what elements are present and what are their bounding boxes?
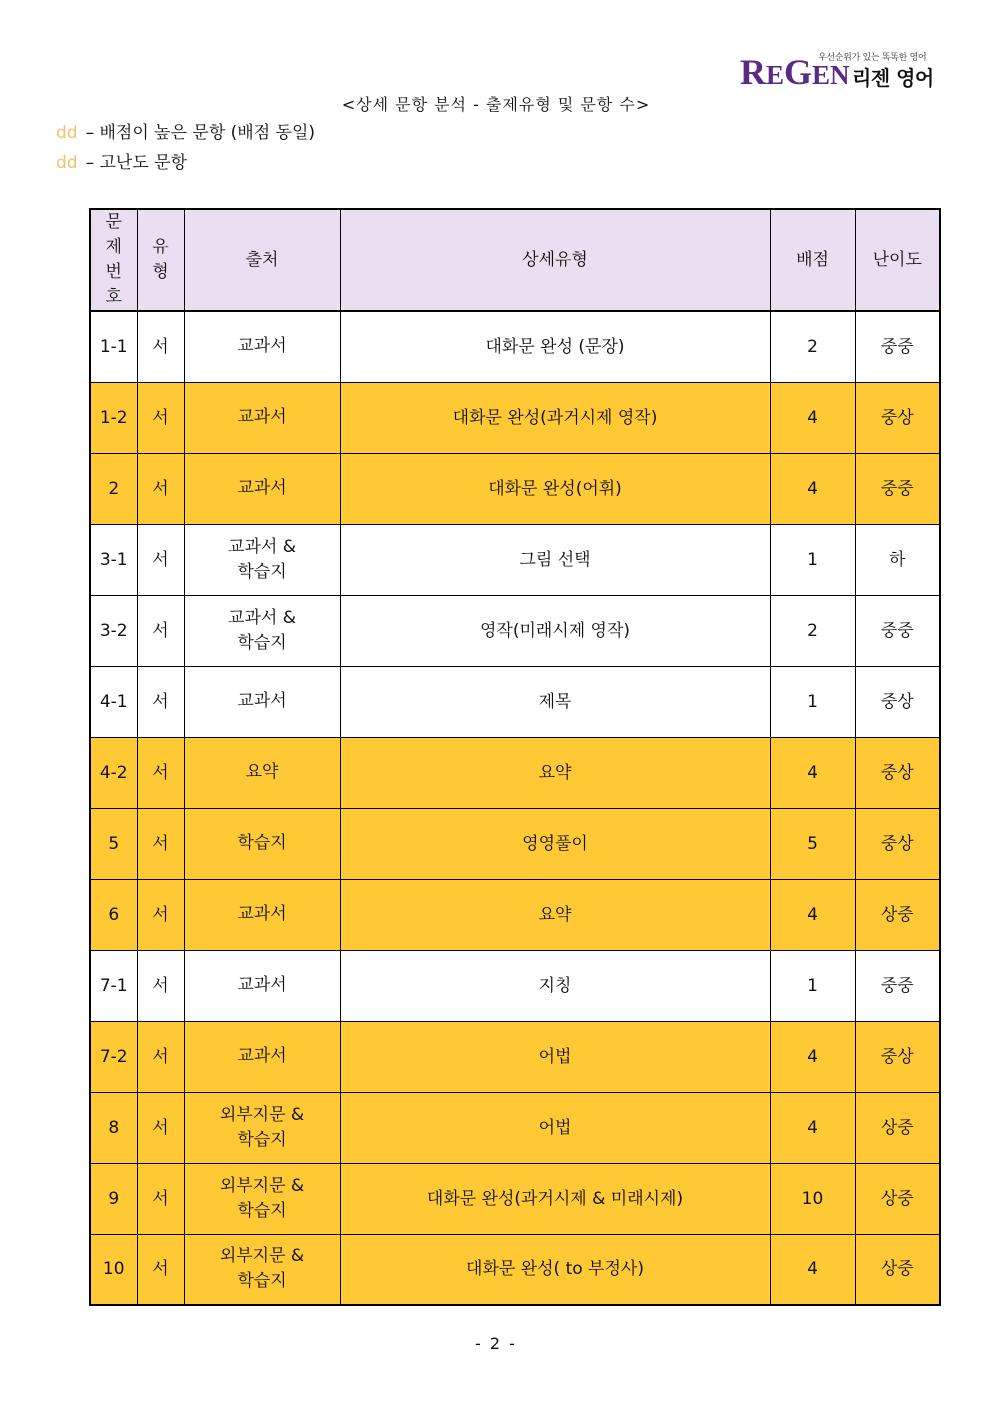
cell-difficulty: 중상 — [855, 666, 940, 737]
cell-source — [184, 453, 340, 524]
cell-type: 서 — [137, 1021, 184, 1092]
cell-score: 2 — [770, 311, 855, 382]
cell-source — [184, 524, 340, 595]
cell-number: 8 — [90, 1092, 137, 1163]
table-row — [90, 879, 940, 950]
source-line: 교과서 — [237, 904, 287, 924]
header-number: 문 제 번 호 — [90, 209, 137, 311]
cell-detail: 대화문 완성(과거시제 & 미래시제) — [340, 1163, 770, 1234]
question-analysis-table — [89, 208, 941, 1306]
table-row — [90, 1021, 940, 1092]
cell-type: 서 — [137, 737, 184, 808]
cell-number: 10 — [90, 1234, 137, 1305]
legend-text: – 배점이 높은 문항 (배점 동일) — [85, 123, 316, 143]
source-line: 교과서 — [237, 478, 287, 498]
table-row — [90, 1163, 940, 1234]
cell-detail: 어법 — [340, 1092, 770, 1163]
cell-type: 서 — [137, 950, 184, 1021]
table-row — [90, 950, 940, 1021]
cell-type: 서 — [137, 524, 184, 595]
source-line: 교과서 — [237, 691, 287, 711]
logo-brand: REGEN — [740, 52, 850, 92]
cell-detail: 요약 — [340, 879, 770, 950]
source-line: 교과서 & — [228, 607, 296, 628]
cell-detail: 영영풀이 — [340, 808, 770, 879]
cell-type: 서 — [137, 453, 184, 524]
cell-score: 4 — [770, 382, 855, 453]
table-row — [90, 524, 940, 595]
table-row — [90, 737, 940, 808]
table-body — [90, 311, 940, 1305]
cell-number: 5 — [90, 808, 137, 879]
cell-type: 서 — [137, 1234, 184, 1305]
header-score: 배점 — [770, 209, 855, 311]
cell-source — [184, 382, 340, 453]
cell-score: 2 — [770, 595, 855, 666]
cell-difficulty: 중중 — [855, 950, 940, 1021]
cell-difficulty: 중중 — [855, 311, 940, 382]
cell-type: 서 — [137, 666, 184, 737]
source-line: 학습지 — [237, 1271, 287, 1292]
cell-source — [184, 1234, 340, 1305]
cell-difficulty: 중상 — [855, 737, 940, 808]
cell-type: 서 — [137, 879, 184, 950]
document-title: <상세 문항 분석 - 출제유형 및 문항 수> — [341, 95, 651, 114]
cell-number: 4-1 — [90, 666, 137, 737]
cell-detail: 대화문 완성(과거시제 영작) — [340, 382, 770, 453]
cell-detail: 지칭 — [340, 950, 770, 1021]
source-line: 외부지문 & — [219, 1104, 305, 1125]
regen-logo — [738, 48, 943, 90]
header-difficulty: 난이도 — [855, 209, 940, 311]
source-line: 교과서 & — [228, 536, 296, 557]
table-row — [90, 311, 940, 382]
cell-score: 4 — [770, 1234, 855, 1305]
cell-detail: 영작(미래시제 영작) — [340, 595, 770, 666]
source-line: 학습지 — [237, 833, 287, 853]
source-line: 학습지 — [237, 561, 287, 582]
cell-number: 3-1 — [90, 524, 137, 595]
cell-detail: 요약 — [340, 737, 770, 808]
table-row — [90, 382, 940, 453]
cell-type: 서 — [137, 1092, 184, 1163]
cell-number: 7-1 — [90, 950, 137, 1021]
cell-type: 서 — [137, 808, 184, 879]
cell-score: 4 — [770, 737, 855, 808]
cell-number: 6 — [90, 879, 137, 950]
table-row — [90, 666, 940, 737]
cell-number: 7-2 — [90, 1021, 137, 1092]
cell-type: 서 — [137, 595, 184, 666]
legend-high-score — [56, 118, 315, 143]
cell-source — [184, 950, 340, 1021]
cell-detail: 대화문 완성 (문장) — [340, 311, 770, 382]
legend-swatch: dd — [56, 153, 78, 173]
cell-difficulty: 중중 — [855, 595, 940, 666]
cell-score: 1 — [770, 524, 855, 595]
cell-type: 서 — [137, 382, 184, 453]
cell-score: 10 — [770, 1163, 855, 1234]
cell-type: 서 — [137, 1163, 184, 1234]
table-row — [90, 1092, 940, 1163]
logo-korean: 리젠 영어 — [852, 66, 934, 90]
source-line: 교과서 — [237, 1046, 287, 1066]
legend-text: – 고난도 문항 — [85, 153, 188, 173]
cell-source — [184, 1021, 340, 1092]
cell-type: 서 — [137, 311, 184, 382]
cell-number: 2 — [90, 453, 137, 524]
cell-difficulty: 상중 — [855, 879, 940, 950]
table-row — [90, 808, 940, 879]
cell-detail: 어법 — [340, 1021, 770, 1092]
cell-score: 5 — [770, 808, 855, 879]
source-line: 교과서 — [237, 407, 287, 427]
source-line: 학습지 — [237, 1129, 287, 1150]
logo-tagline: 우선순위가 있는 똑똑한 영어 — [818, 53, 927, 63]
cell-detail: 제목 — [340, 666, 770, 737]
cell-score: 4 — [770, 1021, 855, 1092]
legend-high-difficulty — [56, 148, 187, 173]
cell-difficulty: 중상 — [855, 808, 940, 879]
cell-score: 4 — [770, 1092, 855, 1163]
cell-score: 1 — [770, 950, 855, 1021]
legend-swatch: dd — [56, 123, 78, 143]
cell-source — [184, 666, 340, 737]
source-line: 교과서 — [237, 975, 287, 995]
cell-detail: 대화문 완성(어휘) — [340, 453, 770, 524]
cell-detail: 그림 선택 — [340, 524, 770, 595]
table-row — [90, 1234, 940, 1305]
table-header-row — [90, 209, 940, 311]
cell-difficulty: 중상 — [855, 1021, 940, 1092]
cell-number: 3-2 — [90, 595, 137, 666]
source-line: 외부지문 & — [219, 1175, 305, 1196]
cell-number: 1-2 — [90, 382, 137, 453]
table-row — [90, 595, 940, 666]
cell-number: 1-1 — [90, 311, 137, 382]
cell-score: 4 — [770, 453, 855, 524]
cell-detail: 대화문 완성( to 부정사) — [340, 1234, 770, 1305]
cell-source — [184, 311, 340, 382]
cell-source — [184, 595, 340, 666]
source-line: 학습지 — [237, 632, 287, 653]
source-line: 교과서 — [237, 336, 287, 357]
cell-number: 4-2 — [90, 737, 137, 808]
cell-difficulty: 중상 — [855, 382, 940, 453]
header-detail: 상세유형 — [340, 209, 770, 311]
header-type: 유 형 — [137, 209, 184, 311]
source-line: 학습지 — [237, 1200, 287, 1221]
source-line: 요약 — [245, 762, 279, 782]
page-number: - 2 - — [475, 1334, 517, 1353]
cell-number: 9 — [90, 1163, 137, 1234]
cell-source — [184, 1163, 340, 1234]
cell-score: 4 — [770, 879, 855, 950]
source-line: 외부지문 & — [219, 1246, 305, 1267]
cell-difficulty: 중중 — [855, 453, 940, 524]
cell-difficulty: 상중 — [855, 1092, 940, 1163]
cell-source — [184, 808, 340, 879]
table-row — [90, 453, 940, 524]
cell-difficulty: 하 — [855, 524, 940, 595]
cell-score: 1 — [770, 666, 855, 737]
cell-source — [184, 1092, 340, 1163]
header-source: 출처 — [184, 209, 340, 311]
cell-source — [184, 737, 340, 808]
cell-difficulty: 상중 — [855, 1234, 940, 1305]
cell-difficulty: 상중 — [855, 1163, 940, 1234]
cell-source — [184, 879, 340, 950]
